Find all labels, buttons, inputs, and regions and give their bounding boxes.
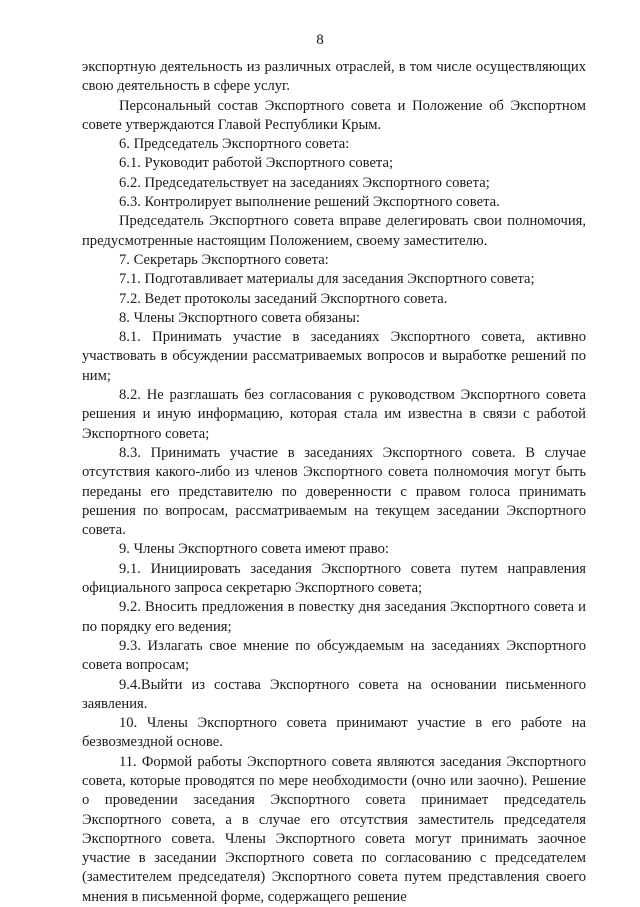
clause-7-2: 7.2. Ведет протоколы заседаний Экспортного совета. bbox=[119, 290, 448, 307]
section-6-heading: 6. Председатель Экспортного совета: bbox=[119, 136, 350, 153]
clause-7-1: 7.1. Подготавливает материалы для заседания Экспортного совета; bbox=[119, 271, 535, 288]
clause-6-2: 6.2. Председательствует на заседаниях Экспортного совета; bbox=[119, 174, 490, 191]
page-number: 8 bbox=[316, 32, 324, 48]
clause-8-2: 8.2. Не разглашать без согласования с руководством Экспортного совета решения и иную информацию, которая стала им известна в связи с работой Экспортного совета; bbox=[82, 387, 586, 442]
clause-9-1: 9.1. Инициировать заседания Экспортного совета путем направления официального запроса секретарю Экспортного совета; bbox=[82, 560, 586, 597]
paragraph-delegation: Председатель Экспортного совета вправе делегировать свои полномочия, предусмотренные настоящим Положением, своему заместителю. bbox=[82, 213, 586, 249]
section-9-heading: 9. Члены Экспортного совета имеют право: bbox=[119, 541, 389, 558]
clause-6-3: 6.3. Контролирует выполнение решений Экспортного совета. bbox=[119, 194, 500, 211]
section-8-heading: 8. Члены Экспортного совета обязаны: bbox=[119, 309, 360, 326]
section-11: 11. Формой работы Экспортного совета являются заседания Экспортного совета, которые проводятся по мере необходимости (очно или заочно). Решение о проведении заседания Экспортного совета принимает председатель Экспортного совета, а в случае его отсутствия заместитель председателя Экспортного совета. Члены Экспортного совета могут принимать заочное участие в заседании Экспортного совета по согласованию с председателем (заместителем председателя) Экспортного совета путем представления своего мнения в письменной форме, содержащего решение bbox=[82, 753, 586, 905]
section-10: 10. Члены Экспортного совета принимают участие в его работе на безвозмездной основе. bbox=[82, 715, 586, 751]
clause-8-3: 8.3. Принимать участие в заседаниях Экспортного совета. В случае отсутствия какого-либо из членов Экспортного совета полномочия могут быть переданы его представителю по доверенности с правом голоса принимать решения по вопросам, рассматриваемым на текущем заседании Экспортного совета. bbox=[82, 444, 586, 539]
clause-9-2: 9.2. Вносить предложения в повестку дня заседания Экспортного совета и по порядку его ведения; bbox=[82, 599, 586, 635]
document-body bbox=[82, 58, 586, 907]
clause-8-1: 8.1. Принимать участие в заседаниях Экспортного совета, активно участвовать в обсуждении рассматриваемых вопросов и выработке решений по ним; bbox=[82, 329, 586, 384]
section-7-heading: 7. Секретарь Экспортного совета: bbox=[119, 251, 329, 268]
clause-9-3: 9.3. Излагать свое мнение по обсуждаемым на заседаниях Экспортного совета вопросам; bbox=[82, 637, 586, 674]
clause-6-1: 6.1. Руководит работой Экспортного совета; bbox=[119, 155, 394, 172]
paragraph-composition: Персональный состав Экспортного совета и Положение об Экспортном совете утверждаются Главой Республики Крым. bbox=[82, 97, 586, 133]
clause-9-4: 9.4.Выйти из состава Экспортного совета на основании письменного заявления. bbox=[82, 676, 586, 712]
paragraph-continuation: экспортную деятельность из различных отраслей, в том числе осуществляющих свою деятельность в сфере услуг. bbox=[82, 59, 586, 95]
